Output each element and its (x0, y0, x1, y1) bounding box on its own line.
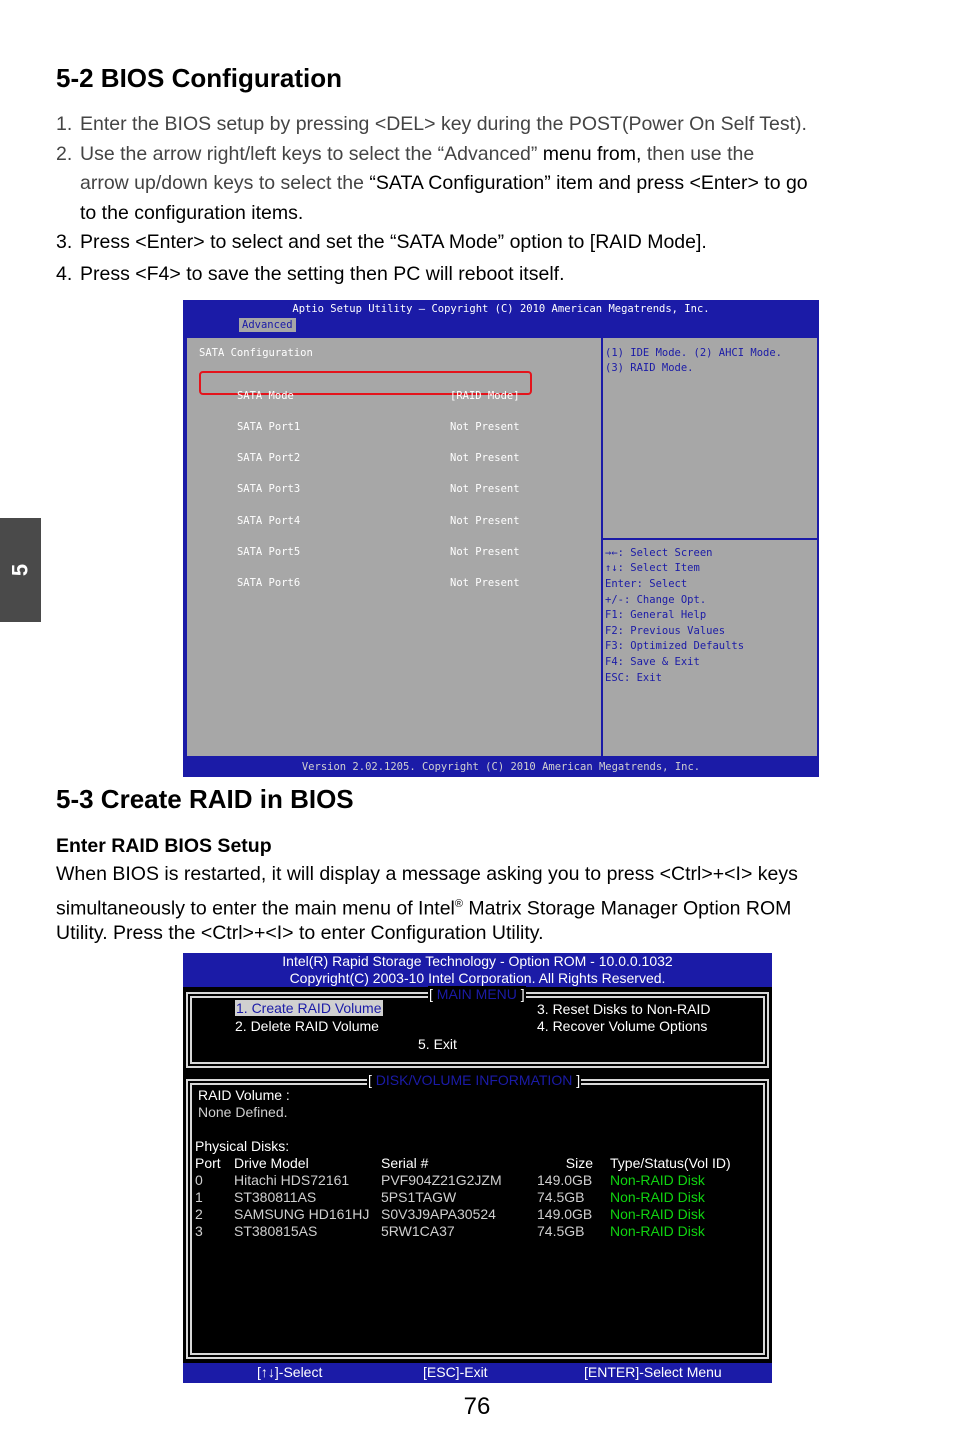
aptio-divider-vertical (601, 338, 603, 756)
aptio-title: Aptio Setup Utility – Copyright (C) 2010 American Megatrends, Inc. (292, 303, 710, 315)
help-text-line-2: (3) RAID Mode. (605, 362, 694, 374)
step-4: 4. Press <F4> to save the setting then PC will reboot itself. (56, 263, 565, 285)
step-1: 1. Enter the BIOS setup by pressing <DEL> key during the POST(Power On Self Test). (56, 113, 807, 135)
rst-header: Intel(R) Rapid Storage Technology - Option ROM - 10.0.0.1032 Copyright(C) 2003-10 Intel Corporation. All Rights Reserved. (183, 953, 772, 987)
setting-sata-port1[interactable]: SATA Port1 Not Present (236, 421, 520, 433)
page-number: 76 (463, 1393, 491, 1420)
raid-intro-line-1: When BIOS is restarted, it will display a message asking you to press <Ctrl>+<I> keys (56, 863, 798, 885)
menu-delete-raid-volume[interactable]: 2. Delete RAID Volume (235, 1018, 379, 1034)
key-help-enter: Enter: Select (605, 578, 688, 590)
setting-sata-mode[interactable]: SATA Mode [RAID Mode] (236, 390, 520, 402)
physical-disks-label: Physical Disks: (195, 1138, 290, 1154)
key-help-f1: F1: General Help (605, 609, 707, 621)
sata-configuration-heading: SATA Configuration (199, 347, 313, 359)
footer-enter-hint: [ENTER]-Select Menu (584, 1364, 722, 1380)
col-size: Size (565, 1155, 593, 1171)
main-menu-title: [ MAIN MENU ] (429, 986, 525, 1002)
subtitle-enter-raid-bios-setup: Enter RAID BIOS Setup (56, 835, 272, 857)
footer-select-hint: [↑↓]-Select (257, 1364, 323, 1380)
menu-recover-volume[interactable]: 4. Recover Volume Options (537, 1018, 708, 1034)
rst-footer (183, 1363, 772, 1383)
key-help-esc: ESC: Exit (605, 672, 662, 684)
col-type-status: Type/Status(Vol ID) (610, 1155, 731, 1171)
setting-sata-port2[interactable]: SATA Port2 Not Present (236, 452, 520, 464)
key-help-f4: F4: Save & Exit (605, 656, 700, 668)
disk-volume-info-title: [ DISK/VOLUME INFORMATION ] (368, 1072, 581, 1088)
setting-sata-port6[interactable]: SATA Port6 Not Present (236, 577, 520, 589)
section-title-bios-configuration: 5-2 BIOS Configuration (56, 63, 342, 93)
menu-reset-disks[interactable]: 3. Reset Disks to Non-RAID (537, 1001, 711, 1017)
menu-create-raid-volume[interactable]: 1. Create RAID Volume (236, 1000, 382, 1016)
raid-intro-line-2: simultaneously to enter the main menu of Intel® Matrix Storage Manager Option ROM (56, 897, 792, 919)
col-serial: Serial # (381, 1155, 429, 1171)
setting-sata-port3[interactable]: SATA Port3 Not Present (236, 483, 520, 495)
menu-exit[interactable]: 5. Exit (418, 1036, 457, 1052)
section-title-create-raid: 5-3 Create RAID in BIOS (56, 784, 354, 814)
col-drive-model: Drive Model (234, 1155, 309, 1171)
aptio-footer: Version 2.02.1205. Copyright (C) 2010 American Megatrends, Inc. (301, 761, 701, 773)
step-2: 2. Use the arrow right/left keys to select the “Advanced” menu from, then use the (56, 142, 755, 165)
help-text-line-1: (1) IDE Mode. (2) AHCI Mode. (605, 347, 783, 359)
chapter-tab (0, 518, 41, 622)
footer-exit-hint: [ESC]-Exit (423, 1364, 488, 1380)
key-help-f3: F3: Optimized Defaults (605, 640, 745, 652)
col-port: Port (195, 1155, 221, 1171)
aptio-divider-horizontal (603, 538, 817, 540)
tab-advanced[interactable]: Advanced (239, 318, 296, 332)
setting-sata-port5[interactable]: SATA Port5 Not Present (236, 546, 520, 558)
chapter-number: 5 (7, 563, 33, 577)
raid-volume-label: RAID Volume : (198, 1087, 290, 1103)
key-help-f2: F2: Previous Values (605, 625, 726, 637)
aptio-body (185, 336, 819, 758)
raid-volume-value: None Defined. (198, 1104, 288, 1120)
key-help-select-screen: →←: Select Screen (605, 547, 713, 559)
raid-intro-line-3: Utility. Press the <Ctrl>+<I> to enter Configuration Utility. (56, 922, 544, 944)
aptio-setup-screenshot (183, 300, 819, 777)
step-3: 3. Press <Enter> to select and set the “SATA Mode” option to [RAID Mode]. (56, 231, 707, 253)
setting-sata-port4[interactable]: SATA Port4 Not Present (236, 515, 520, 527)
key-help-select-item: ↑↓: Select Item (605, 562, 700, 574)
intel-rst-screenshot: Intel(R) Rapid Storage Technology - Option ROM - 10.0.0.1032 Copyright(C) 2003-10 Intel Corporation. All Rights Reserved. [ MAIN MENU ] 1. Create RAID Volume 2. Delete RAID Volume 3. Reset Disks to Non-RAID 4. Recover Volume Options 5. Exit [ DISK/VOLUME INFORMATION ] RAID Volume : None Defined. Physical Disks: Port Drive Model Serial # Size Type/Status(Vol ID) 0 Hitachi HDS72161 PVF904Z21G2JZM 149.0GB Non-RAID Disk 1 ST380811AS 5PS1TAGW 74.5GB Non-RAID Disk 2 SAMSUNG HD161HJ S0V3J9APA30524 149.0GB Non-RAID Disk 3 ST380815AS 5RW1CA37 74.5GB Non-RAID Disk [↑↓]-Select [ESC]-Exit [ENTER]-Select Menu (183, 953, 772, 1383)
key-help-change-opt: +/-: Change Opt. (605, 594, 707, 606)
